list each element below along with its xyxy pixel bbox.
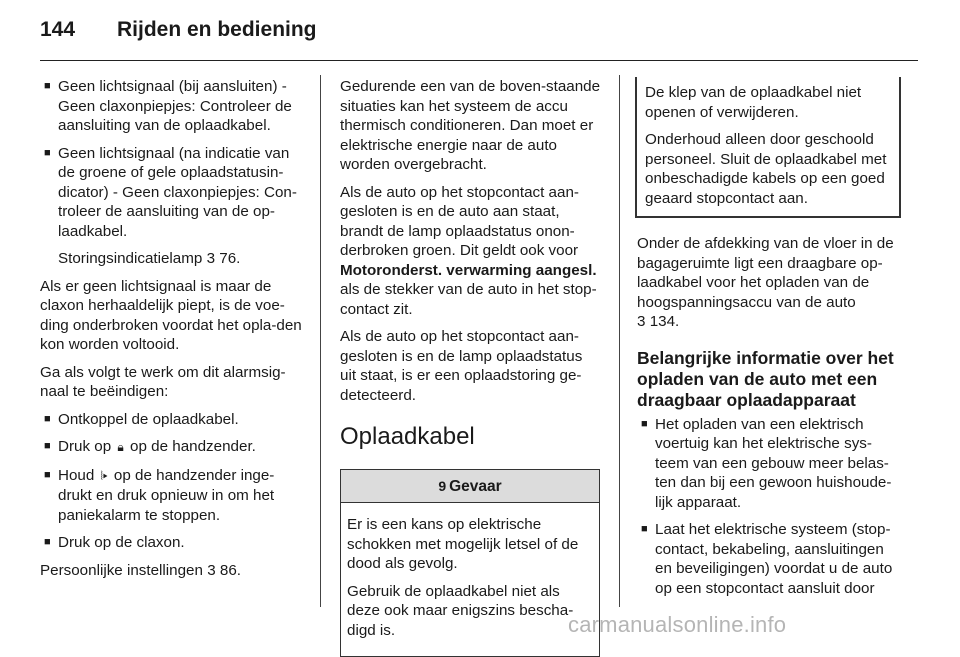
warning-body (341, 503, 599, 656)
bullet-icon: ■ (641, 417, 648, 430)
warning-text: Onderhoud alleen door geschoold personeel. Sluit de oplaadkabel met onbeschadigde kabels op een goed geaard stopcontact aan. (645, 131, 887, 207)
list-item-text: op de handzender inge-drukt en druk opnieuw in om het paniekalarm te stoppen. (58, 466, 275, 524)
list-item-text: Het opladen van een elektrisch voertuig kan het elektrische sys-teem van een gebouw meer belas-ten dan bij een gewoon huishoude-lijk apparaat. (655, 415, 892, 511)
list-item (40, 533, 308, 553)
bullet-icon: ■ (44, 536, 51, 548)
list-item-text: Druk op (58, 438, 112, 455)
page-number: 144 (40, 18, 76, 41)
reference-page-link[interactable]: 86. (219, 561, 241, 579)
list-item-text: Geen lichtsignaal (bij aansluiten) - Geen claxonpiepjes: Controleer de aansluiting van de oplaadkabel. (58, 78, 292, 134)
reference-arrow-icon: 3 (207, 561, 216, 579)
list-item (637, 415, 900, 513)
reference-text: Persoonlijke instellingen (40, 561, 203, 579)
reference-arrow-icon: 3 (637, 313, 646, 330)
warning-triangle-icon: 9 (438, 478, 447, 494)
reference-page-link[interactable]: 76. (219, 250, 241, 267)
section-heading: Oplaadkabel (340, 423, 475, 450)
lock-icon: 🔒︎ (117, 440, 124, 454)
warning-header (341, 470, 599, 503)
bullet-icon: ■ (44, 468, 51, 481)
list-item-text: Druk op de claxon. (58, 534, 185, 551)
column-divider-2 (619, 75, 620, 607)
warning-box (340, 469, 600, 657)
list-item (637, 520, 900, 598)
list-item-text: Ontkoppel de oplaadkabel. (58, 410, 239, 428)
bullet-icon: ■ (44, 412, 51, 425)
warning-text: De klep van de oplaadkabel niet openen of verwijderen. (645, 84, 862, 121)
bullet-icon: ■ (44, 440, 51, 452)
list-item-text: Laat het elektrische systeem (stop-contact, bekabeling, aansluitingen en beveiligingen) voordat u de auto op een stopcontact aansluit door (655, 521, 893, 597)
list-item (40, 77, 308, 136)
paragraph (340, 183, 602, 320)
paragraph-text: Als de auto op het stopcontact aan-gesloten is en de auto aan staat, brandt de lamp oplaadstatus onon-derbroken groen. Dit geldt ook voor (340, 183, 579, 259)
list-item (40, 466, 308, 526)
header-rule (40, 60, 918, 61)
reference-text: Storingsindicatielamp (58, 250, 203, 267)
warning-text: Er is een kans op elektrische schokken met mogelijk letsel of de dood als gevolg. (347, 516, 579, 572)
list-item (40, 437, 308, 458)
column-divider-1 (320, 75, 321, 607)
list-item (40, 410, 308, 430)
list-item (40, 144, 308, 242)
paragraph (637, 234, 900, 332)
warning-title: Gevaar (449, 478, 502, 495)
cross-reference (40, 249, 308, 269)
paragraph: Gedurende een van de boven-staande situaties kan het systeem de accu thermisch conditioneren. Dan moet er elektrische energie naar de auto worden overgebracht. (340, 78, 601, 173)
warning-box-continued (635, 77, 901, 218)
bullet-icon: ■ (44, 146, 51, 159)
page-title: Rijden en bediening (117, 18, 317, 41)
watermark: carmanualsonline.info (568, 612, 787, 637)
panic-alarm-icon: ⦚▸ (100, 468, 108, 483)
warning-text: Gebruik de oplaadkabel niet als deze ook maar enigszins bescha-digd is. (347, 582, 574, 639)
paragraph-text: als de stekker van de auto in het stop-contact zit. (340, 281, 597, 318)
paragraph-text: Onder de afdekking van de vloer in de bagageruimte ligt een draagbare op-laadkabel voor het opladen van de hoogspanningsaccu van de auto (637, 235, 894, 311)
column-2 (340, 77, 602, 657)
column-1 (40, 77, 308, 588)
page-header (0, 0, 960, 60)
bullet-icon: ■ (641, 523, 648, 535)
paragraph: Als de auto op het stopcontact aan-gesloten is en de lamp oplaadstatus uit staat, is er een oplaadstoring ge-detecteerd. (340, 328, 583, 404)
list-item-text: Geen lichtsignaal (na indicatie van de groene of gele oplaadstatusin-dicator) - Geen claxonpiepjes: Con-troleer de aansluiting van de op-laadkabel. (58, 144, 297, 240)
bullet-icon: ■ (44, 80, 51, 92)
cross-reference (40, 561, 308, 581)
list-item-text: Houd (58, 466, 95, 484)
reference-page-link[interactable]: 134. (649, 313, 680, 330)
paragraph: Als er geen lichtsignaal is maar de claxon herhaaldelijk piept, is de voe-ding onderbroken voordat het opla-den kon worden voltooid. (40, 277, 302, 353)
menu-setting-name: Motoronderst. verwarming aangesl. (340, 261, 597, 279)
reference-arrow-icon: 3 (206, 250, 216, 267)
paragraph: Ga als volgt te werk om dit alarmsig-naal te beëindigen: (40, 363, 286, 400)
list-item-text: op de handzender. (130, 438, 256, 455)
column-3 (637, 80, 900, 606)
subsection-heading: Belangrijke informatie over het opladen van de auto met een draagbaar oplaadapparaat (637, 347, 894, 410)
